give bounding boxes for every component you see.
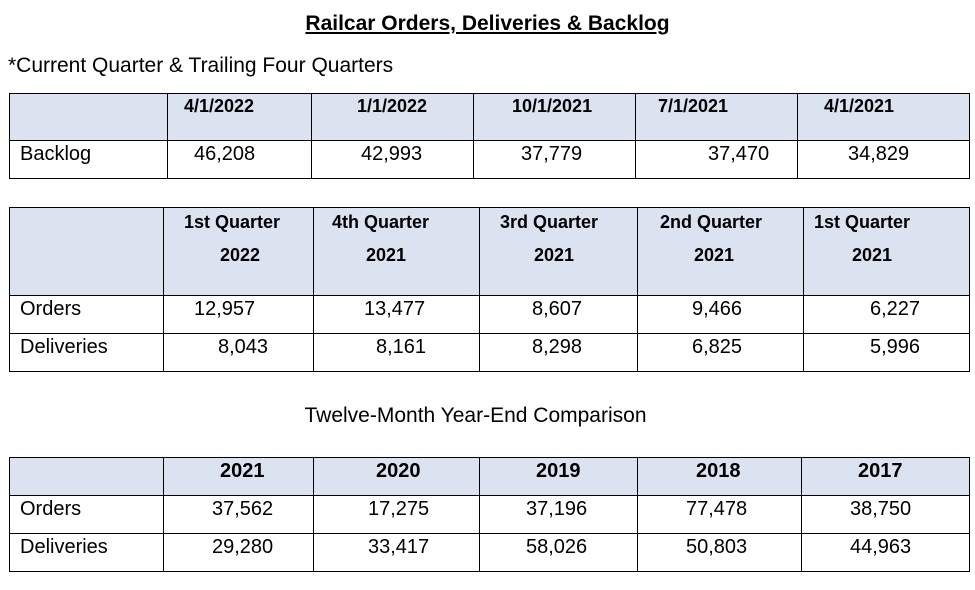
row-label-cell bbox=[10, 496, 164, 534]
quarter-header-cell bbox=[480, 208, 638, 296]
table-row bbox=[10, 496, 970, 534]
row-label-cell bbox=[10, 334, 164, 372]
page-title: Railcar Orders, Deliveries & Backlog bbox=[305, 12, 670, 35]
quarter-label: 3rd Quarter bbox=[500, 212, 599, 232]
table-row bbox=[10, 334, 970, 372]
value: 37,470 bbox=[708, 143, 770, 165]
quarter-label: 1st Quarter bbox=[184, 212, 281, 232]
quarter-year: 2021 bbox=[366, 245, 407, 265]
header-corner-cell bbox=[10, 458, 164, 496]
table-row bbox=[10, 534, 970, 572]
value-cell bbox=[314, 334, 480, 372]
value-cell bbox=[164, 296, 314, 334]
value-cell bbox=[638, 296, 804, 334]
year-header-cell bbox=[314, 458, 480, 496]
backlog-header-cell bbox=[474, 94, 636, 141]
value-cell bbox=[474, 141, 636, 179]
value-cell bbox=[164, 496, 314, 534]
value: 6,825 bbox=[692, 336, 743, 358]
quarter-header-cell bbox=[638, 208, 804, 296]
value: 37,779 bbox=[521, 143, 583, 165]
year-header-cell bbox=[638, 458, 802, 496]
quarter-label: 4th Quarter bbox=[332, 212, 430, 232]
value: 37,196 bbox=[526, 498, 588, 520]
value: 17,275 bbox=[368, 498, 430, 520]
annual-section-title bbox=[0, 404, 975, 428]
row-label-cell bbox=[10, 296, 164, 334]
quarter-label: 2nd Quarter bbox=[660, 212, 763, 232]
value-cell bbox=[638, 534, 802, 572]
quarter-year: 2021 bbox=[694, 245, 735, 265]
value: 8,607 bbox=[532, 298, 583, 320]
quarter-year: 2021 bbox=[534, 245, 575, 265]
table-row bbox=[10, 296, 970, 334]
quarter-label: 1st Quarter bbox=[814, 212, 911, 232]
value: 12,957 bbox=[194, 298, 256, 320]
header-label: 7/1/2021 bbox=[658, 96, 729, 116]
value: 58,026 bbox=[526, 536, 588, 558]
year-label: 2020 bbox=[376, 460, 421, 482]
value: 50,803 bbox=[686, 536, 748, 558]
value: 37,562 bbox=[212, 498, 274, 520]
quarter-year: 2022 bbox=[220, 245, 261, 265]
value: 9,466 bbox=[692, 298, 743, 320]
header-label: 10/1/2021 bbox=[512, 96, 593, 116]
header-label: 4/1/2021 bbox=[824, 96, 895, 116]
value-cell bbox=[638, 496, 802, 534]
year-header-cell bbox=[802, 458, 970, 496]
value: 5,996 bbox=[870, 336, 921, 358]
value-cell bbox=[638, 334, 804, 372]
value: 6,227 bbox=[870, 298, 921, 320]
annual-section-title-text: Twelve-Month Year-End Comparison bbox=[304, 404, 647, 427]
row-label: Backlog bbox=[20, 143, 92, 165]
value-cell bbox=[480, 496, 638, 534]
quarter-header-cell bbox=[804, 208, 970, 296]
table-row bbox=[10, 141, 970, 179]
year-label: 2019 bbox=[536, 460, 581, 482]
row-label-cell bbox=[10, 534, 164, 572]
header-corner-cell bbox=[10, 94, 168, 141]
value-cell bbox=[168, 141, 312, 179]
subtitle: *Current Quarter & Trailing Four Quarters bbox=[8, 54, 394, 77]
row-label: Deliveries bbox=[20, 336, 108, 358]
value-cell bbox=[636, 141, 798, 179]
year-header-cell bbox=[480, 458, 638, 496]
annual-header-row bbox=[10, 458, 970, 496]
row-label: Deliveries bbox=[20, 536, 108, 558]
quarterly-table bbox=[9, 207, 970, 372]
year-label: 2017 bbox=[858, 460, 903, 482]
backlog-table bbox=[9, 93, 970, 179]
header-corner-cell bbox=[10, 208, 164, 296]
quarter-header-cell bbox=[164, 208, 314, 296]
value-cell bbox=[480, 334, 638, 372]
quarter-year: 2021 bbox=[852, 245, 893, 265]
value-cell bbox=[802, 534, 970, 572]
backlog-header-cell bbox=[636, 94, 798, 141]
value-cell bbox=[804, 334, 970, 372]
backlog-header-cell bbox=[168, 94, 312, 141]
row-label-cell bbox=[10, 141, 168, 179]
value: 38,750 bbox=[850, 498, 912, 520]
backlog-header-cell bbox=[798, 94, 970, 141]
value-cell bbox=[802, 496, 970, 534]
value: 46,208 bbox=[194, 143, 256, 165]
value-cell bbox=[480, 296, 638, 334]
value: 77,478 bbox=[686, 498, 748, 520]
value-cell bbox=[798, 141, 970, 179]
year-label: 2018 bbox=[696, 460, 741, 482]
backlog-header-row bbox=[10, 94, 970, 141]
value: 29,280 bbox=[212, 536, 274, 558]
value: 34,829 bbox=[848, 143, 910, 165]
value-cell bbox=[312, 141, 474, 179]
value: 13,477 bbox=[364, 298, 426, 320]
value-cell bbox=[480, 534, 638, 572]
row-label: Orders bbox=[20, 298, 82, 320]
header-label: 1/1/2022 bbox=[357, 96, 428, 116]
backlog-header-cell bbox=[312, 94, 474, 141]
value: 8,161 bbox=[376, 336, 427, 358]
annual-table bbox=[9, 457, 970, 572]
value-cell bbox=[164, 334, 314, 372]
value-cell bbox=[314, 496, 480, 534]
value: 33,417 bbox=[368, 536, 430, 558]
value-cell bbox=[314, 534, 480, 572]
quarterly-header-row bbox=[10, 208, 970, 296]
value: 8,298 bbox=[532, 336, 583, 358]
header-label: 4/1/2022 bbox=[184, 96, 255, 116]
value: 8,043 bbox=[218, 336, 269, 358]
year-header-cell bbox=[164, 458, 314, 496]
value: 42,993 bbox=[361, 143, 423, 165]
value-cell bbox=[804, 296, 970, 334]
quarter-header-cell bbox=[314, 208, 480, 296]
value-cell bbox=[164, 534, 314, 572]
value: 44,963 bbox=[850, 536, 912, 558]
year-label: 2021 bbox=[220, 460, 265, 482]
value-cell bbox=[314, 296, 480, 334]
row-label: Orders bbox=[20, 498, 82, 520]
